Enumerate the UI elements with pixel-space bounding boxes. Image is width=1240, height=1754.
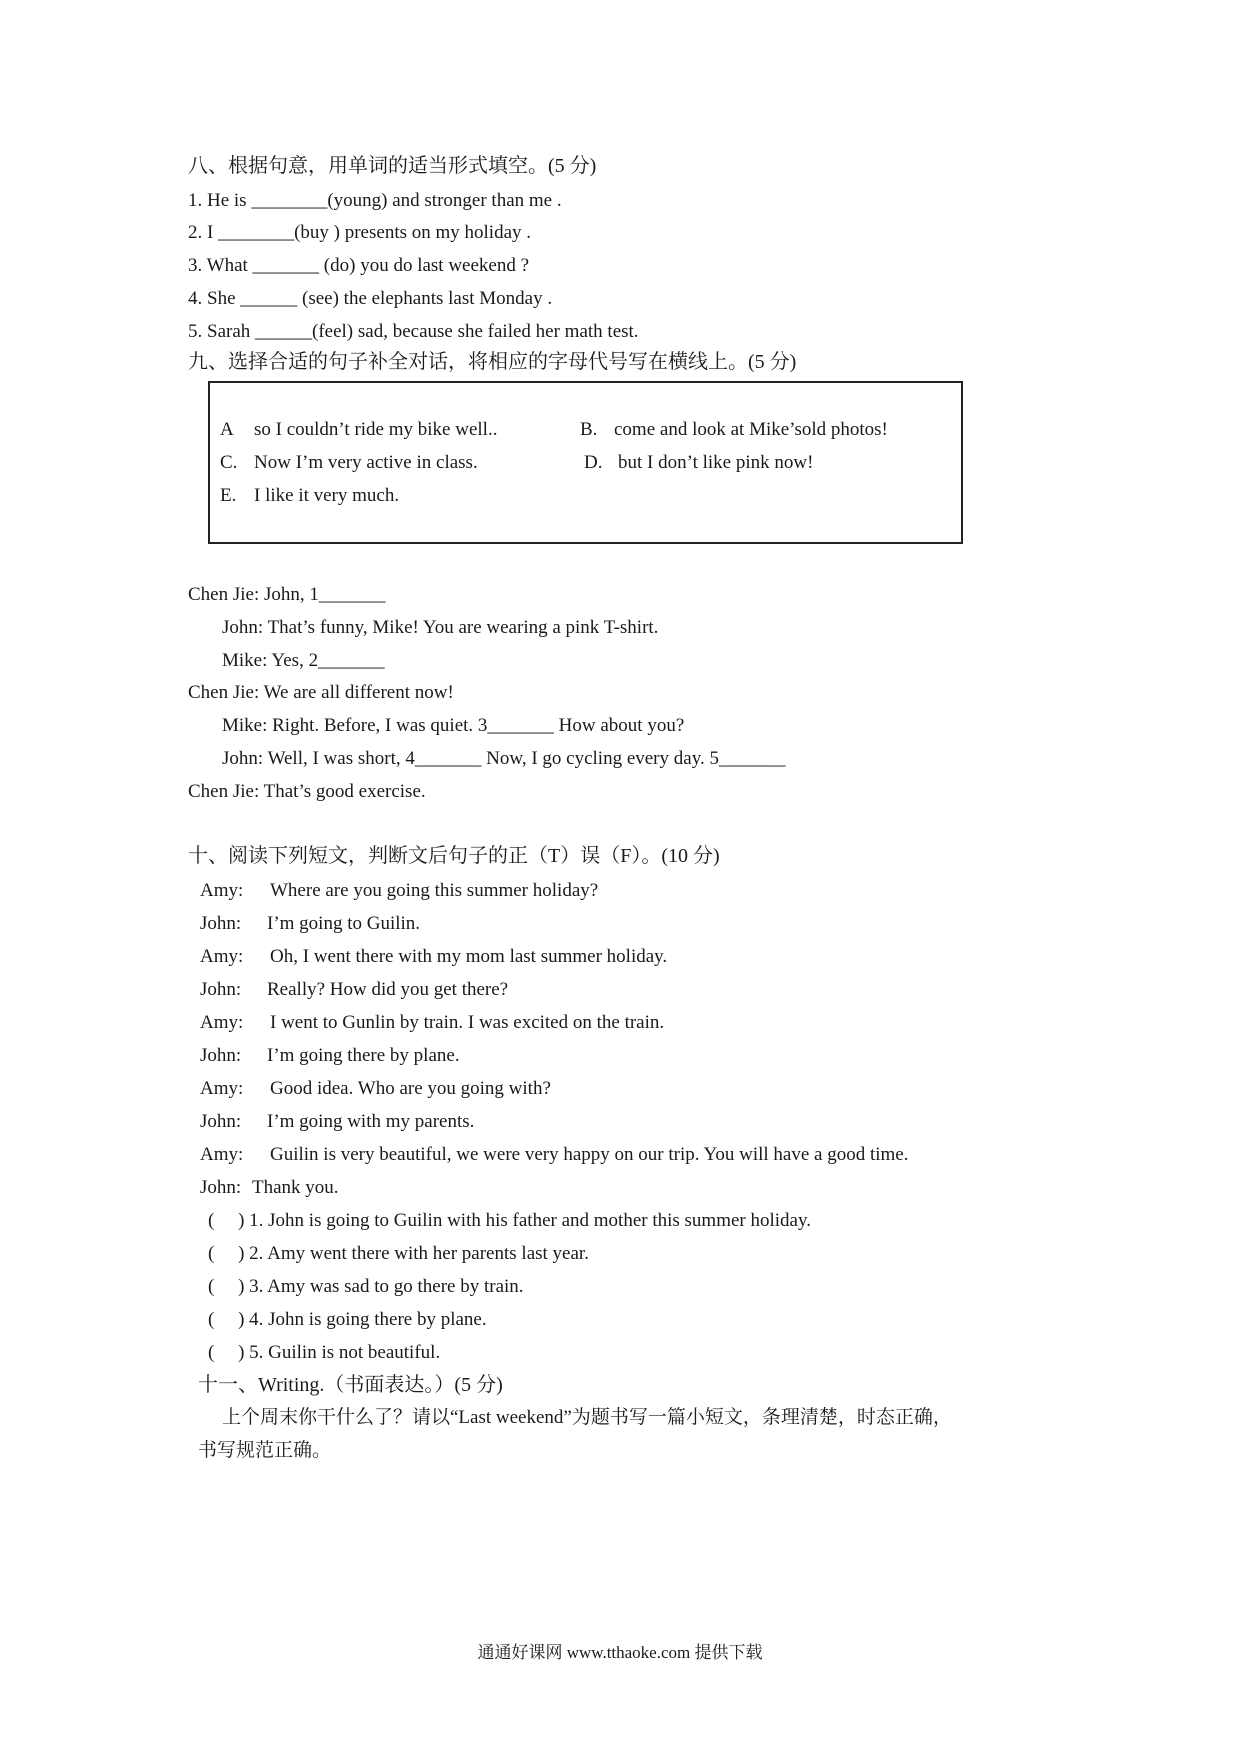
tf-statement-3: ( ) 3. Amy was sad to go there by train. [208, 1276, 524, 1297]
option-key: B. [580, 419, 598, 440]
option-key: A [220, 419, 234, 440]
dialogue-line-4: Chen Jie: We are all different now! [188, 682, 454, 703]
reading-line: Guilin is very beautiful, we were very happy on our trip. You will have a good time. [270, 1144, 909, 1165]
option-text: I like it very much. [254, 485, 400, 506]
reading-speaker: Amy: [200, 1012, 244, 1033]
option-key: D. [584, 452, 603, 473]
option-a [220, 418, 497, 442]
option-key: E. [220, 485, 237, 506]
dialogue-line-5: Mike: Right. Before, I was quiet. 3_______ How about you? [222, 715, 685, 736]
dialogue-line-2: John: That’s funny, Mike! You are wearing a pink T-shirt. [222, 617, 659, 638]
reading-line: I’m going there by plane. [267, 1045, 460, 1066]
option-text: but I don’t like pink now! [618, 452, 814, 473]
dialogue-line-3: Mike: Yes, 2_______ [222, 650, 385, 671]
tf-statement-4: ( ) 4. John is going there by plane. [208, 1309, 487, 1330]
reading-line: Really? How did you get there? [267, 979, 509, 1000]
option-key: C. [220, 452, 238, 473]
tf-statement-5: ( ) 5. Guilin is not beautiful. [208, 1342, 441, 1363]
option-d [584, 451, 813, 475]
reading-line: Where are you going this summer holiday? [270, 880, 599, 901]
writing-prompt-line2: 书写规范正确。 [198, 1440, 332, 1461]
dialogue-line-6: John: Well, I was short, 4_______ Now, I go cycling every day. 5_______ [222, 748, 786, 769]
reading-speaker: Amy: [200, 1144, 244, 1165]
reading-speaker: Amy: [200, 880, 244, 901]
option-text: Now I’m very active in class. [254, 452, 478, 473]
reading-line: Good idea. Who are you going with? [270, 1078, 551, 1099]
option-c [220, 451, 478, 475]
dialogue-line-7: Chen Jie: That’s good exercise. [188, 781, 426, 802]
section10-heading: 十、阅读下列短文，判断文后句子的正（T）误（F）。(10 分) [188, 845, 720, 867]
reading-line: Oh, I went there with my mom last summer holiday. [270, 946, 668, 967]
fill-blank-item-5: 5. Sarah ______(feel) sad, because she failed her math test. [188, 321, 639, 342]
fill-blank-item-2: 2. I ________(buy ) presents on my holiday . [188, 222, 532, 243]
option-b [580, 418, 888, 442]
tf-statement-2: ( ) 2. Amy went there with her parents last year. [208, 1243, 589, 1264]
section11-heading: 十一、Writing.（书面表达。）(5 分) [198, 1374, 503, 1396]
reading-speaker: John: [200, 1177, 242, 1198]
tf-statement-1: ( ) 1. John is going to Guilin with his father and mother this summer holiday. [208, 1210, 812, 1231]
reading-line: I went to Gunlin by train. I was excited on the train. [270, 1012, 665, 1033]
section9-heading: 九、选择合适的句子补全对话，将相应的字母代号写在横线上。(5 分) [188, 351, 797, 373]
footer-source: 通通好课网 www.tthaoke.com 提供下载 [477, 1643, 763, 1662]
reading-speaker: Amy: [200, 1078, 244, 1099]
reading-speaker: John: [200, 913, 242, 934]
dialogue-line-1: Chen Jie: John, 1_______ [188, 584, 386, 605]
option-e [220, 484, 399, 508]
reading-speaker: John: [200, 1045, 242, 1066]
reading-speaker: John: [200, 979, 242, 1000]
reading-line: I’m going to Guilin. [267, 913, 421, 934]
fill-blank-item-4: 4. She ______ (see) the elephants last Monday . [188, 288, 553, 309]
reading-speaker: John: [200, 1111, 242, 1132]
fill-blank-item-3: 3. What _______ (do) you do last weekend ? [188, 255, 530, 276]
option-text: come and look at Mike’sold photos! [614, 419, 888, 440]
writing-prompt-line1: 上个周末你干什么了？请以“Last weekend”为题书写一篇小短文，条理清楚，时态正确， [222, 1407, 952, 1428]
section8-heading: 八、根据句意，用单词的适当形式填空。(5 分) [188, 155, 597, 177]
reading-line: I’m going with my parents. [267, 1111, 475, 1132]
reading-line: Thank you. [252, 1177, 339, 1198]
reading-speaker: Amy: [200, 946, 244, 967]
option-text: so I couldn’t ride my bike well.. [254, 419, 498, 440]
fill-blank-item-1: 1. He is ________(young) and stronger than me . [188, 190, 562, 211]
